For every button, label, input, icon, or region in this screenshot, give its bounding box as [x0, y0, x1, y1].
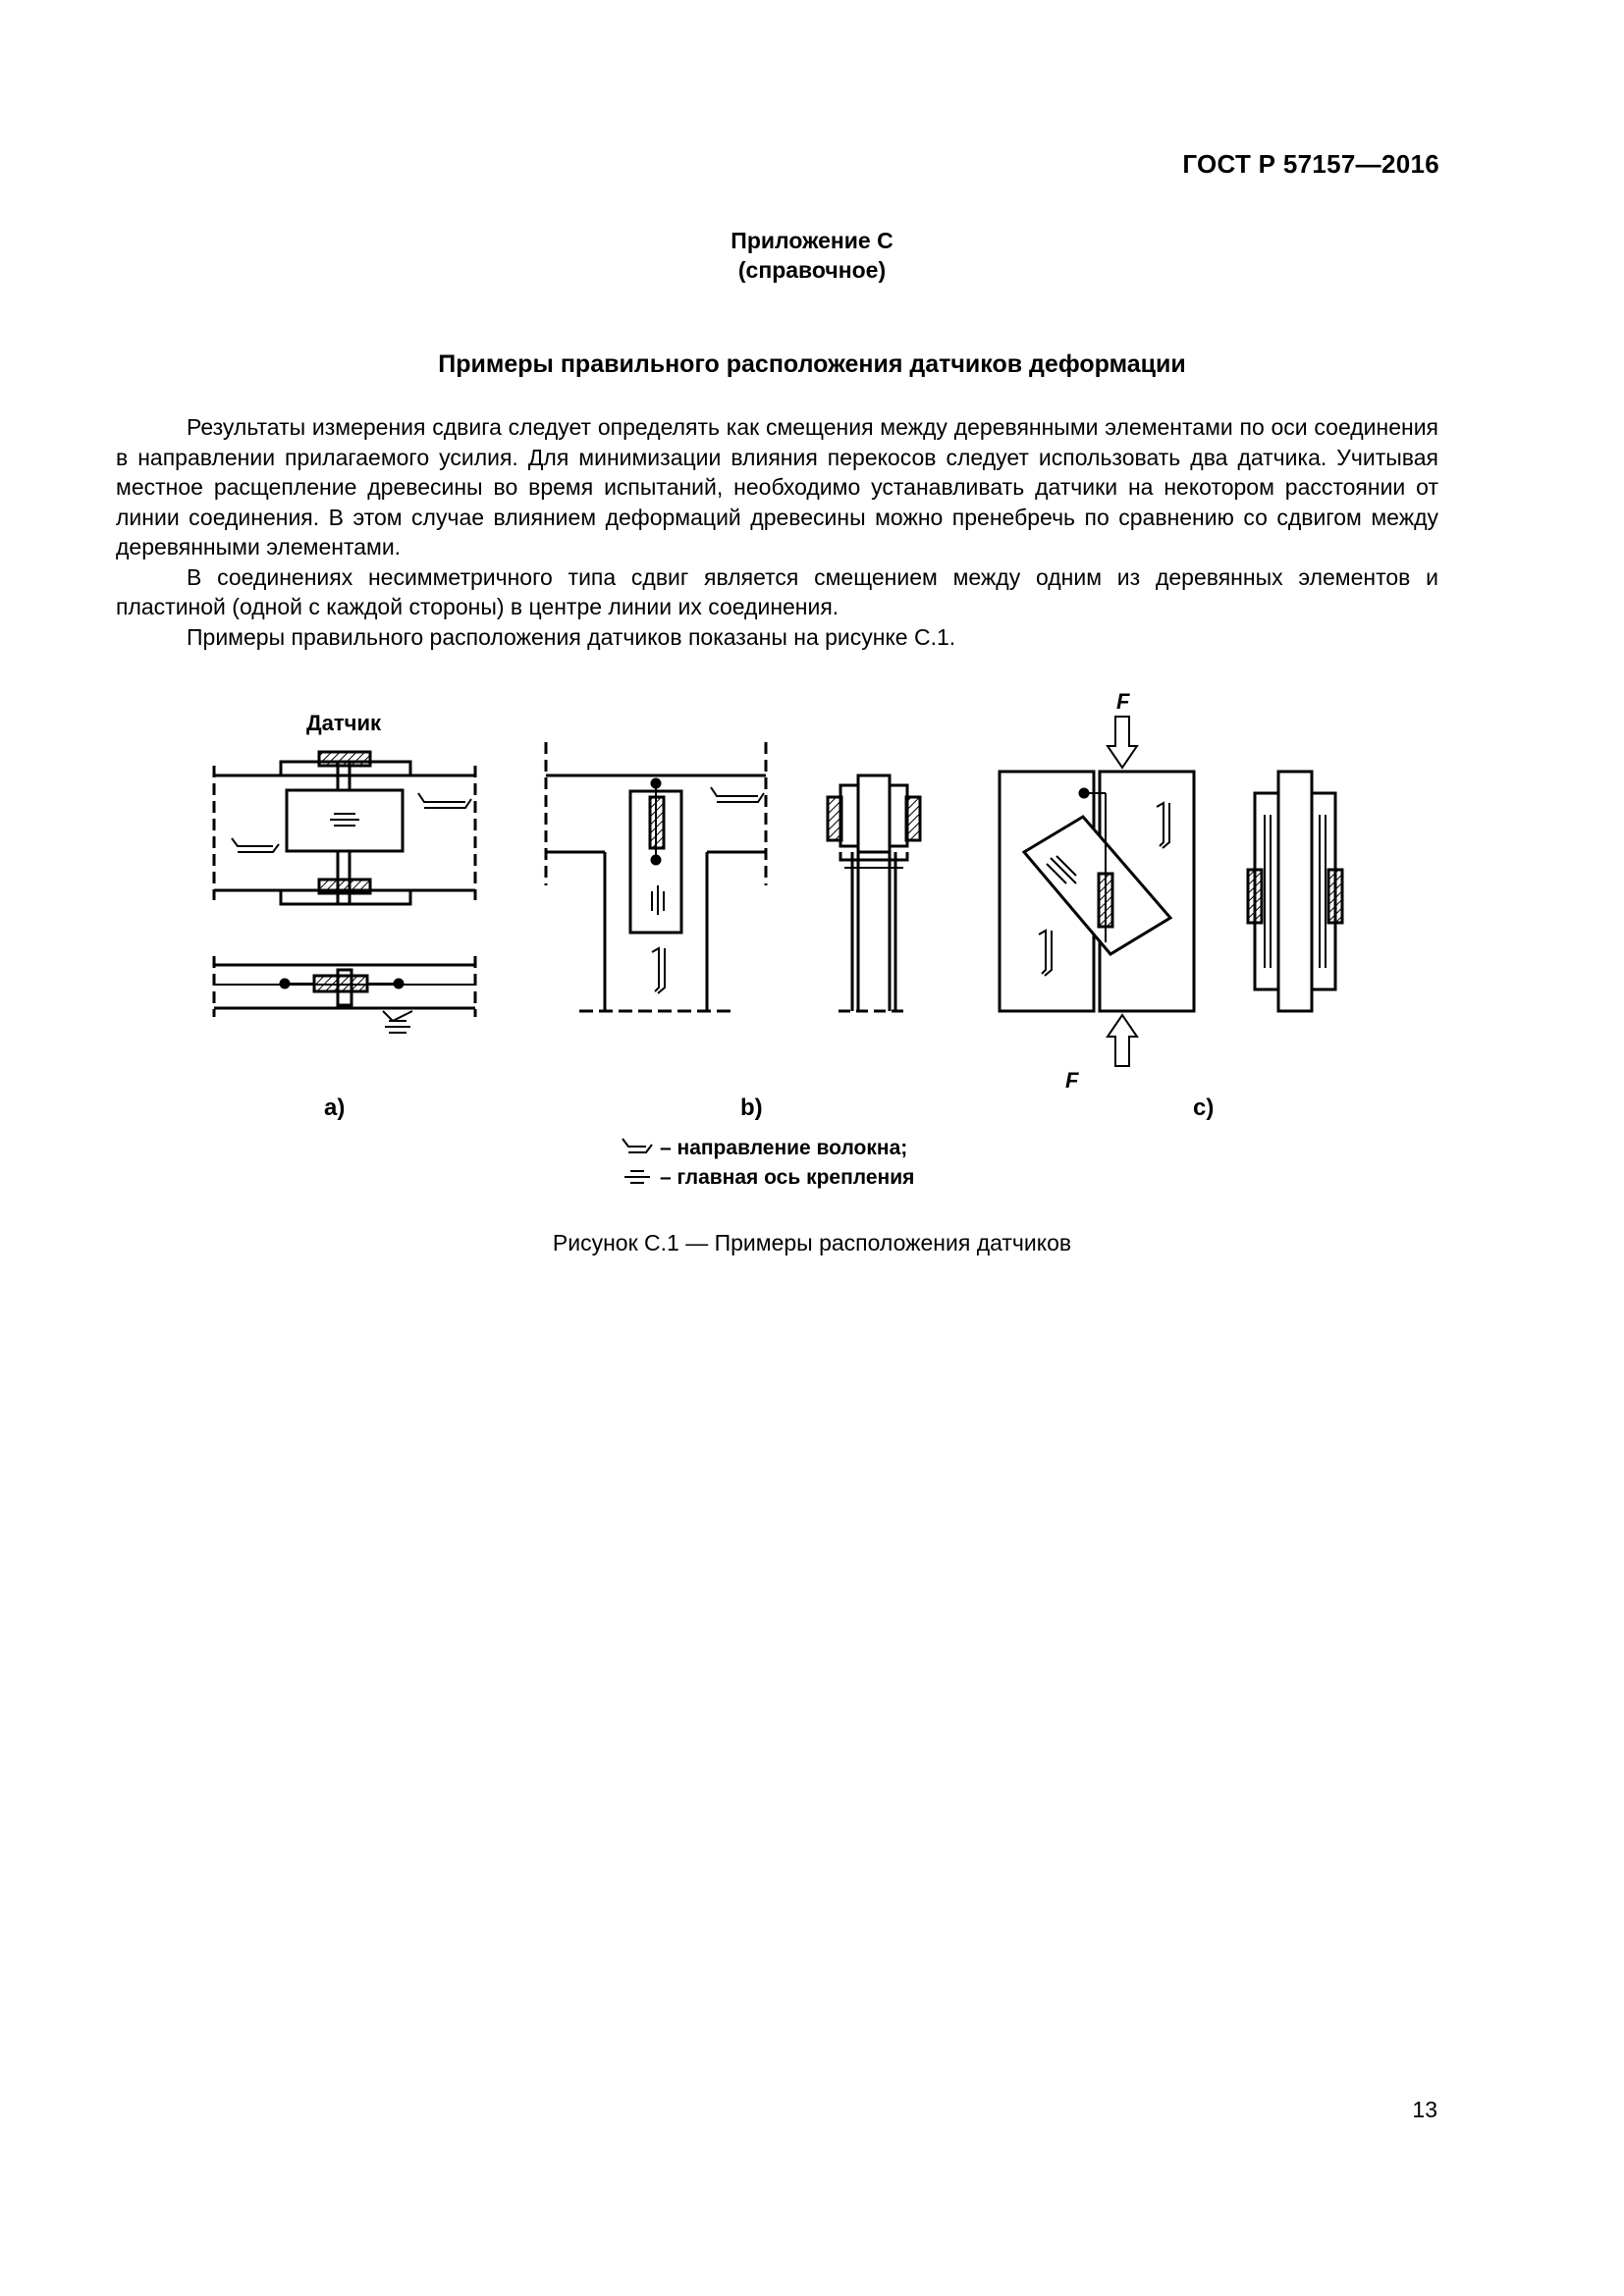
legend-fiber-text: – направление волокна; — [660, 1137, 908, 1159]
paragraph: Результаты измерения сдвига следует определять как смещения между деревянными элементами по оси соединения в направлении прилагаемого усилия. Для минимизации влияния перекосов следует использовать два датчика. Учитывая местное расщепление древесины во время испытаний, необходимо устанавливать датчики на некотором расстоянии от линии соединения. В этом случае влиянием деформаций древесины можно пренебречь по сравнению со сдвигом между деревянными элементами. — [116, 414, 1438, 560]
panel-b-front-view — [546, 742, 766, 1011]
main-axis-symbol — [652, 885, 664, 915]
strain-sensor — [828, 797, 841, 840]
sensor-label: Датчик — [306, 711, 381, 735]
panel-a-top-view — [214, 752, 475, 904]
panel-b-side-view — [828, 775, 920, 1011]
panel-a-side-view — [214, 956, 475, 1033]
paragraph: В соединениях несимметричного типа сдвиг является смещением между одним из деревянных элементов и пластиной (одной с каждой стороны) в центре линии их соединения. — [116, 563, 1438, 619]
paragraph: Примеры правильного расположения датчиков показаны на рисунке С.1. — [187, 623, 956, 650]
strain-sensor — [1248, 870, 1262, 923]
force-arrow-top — [1108, 717, 1137, 768]
strain-sensor — [319, 880, 370, 893]
fiber-direction-symbol — [232, 793, 471, 852]
panel-label-b: b) — [740, 1095, 763, 1121]
force-arrow-bottom — [1108, 1015, 1137, 1066]
figure-caption: Рисунок С.1 — Примеры расположения датчиков — [552, 1230, 1072, 1255]
strain-sensor — [906, 797, 920, 840]
panel-c-front-view — [1000, 717, 1194, 1066]
strain-sensor — [1099, 874, 1112, 927]
page-number: 13 — [1412, 2097, 1437, 2122]
force-label: F — [1116, 689, 1130, 714]
force-label: F — [1065, 1068, 1079, 1093]
strain-sensor — [650, 797, 664, 848]
strain-sensor — [319, 752, 370, 766]
panel-label-c: c) — [1193, 1095, 1215, 1121]
strain-sensor — [314, 976, 367, 991]
legend-axis-text: – главная ось крепления — [660, 1166, 915, 1189]
strain-sensor — [1328, 870, 1342, 923]
panel-c-side-view — [1248, 772, 1342, 1011]
legend-fiber-symbol — [623, 1139, 652, 1152]
section-heading: Примеры правильного расположения датчиков деформации — [438, 350, 1186, 378]
document-code: ГОСТ Р 57157—2016 — [1182, 149, 1439, 179]
annex-title: Приложение С — [731, 228, 893, 253]
annex-subtitle: (справочное) — [737, 257, 887, 283]
legend-axis-symbol — [624, 1171, 650, 1183]
main-axis-symbol — [330, 814, 359, 826]
panel-label-a: а) — [324, 1095, 346, 1121]
